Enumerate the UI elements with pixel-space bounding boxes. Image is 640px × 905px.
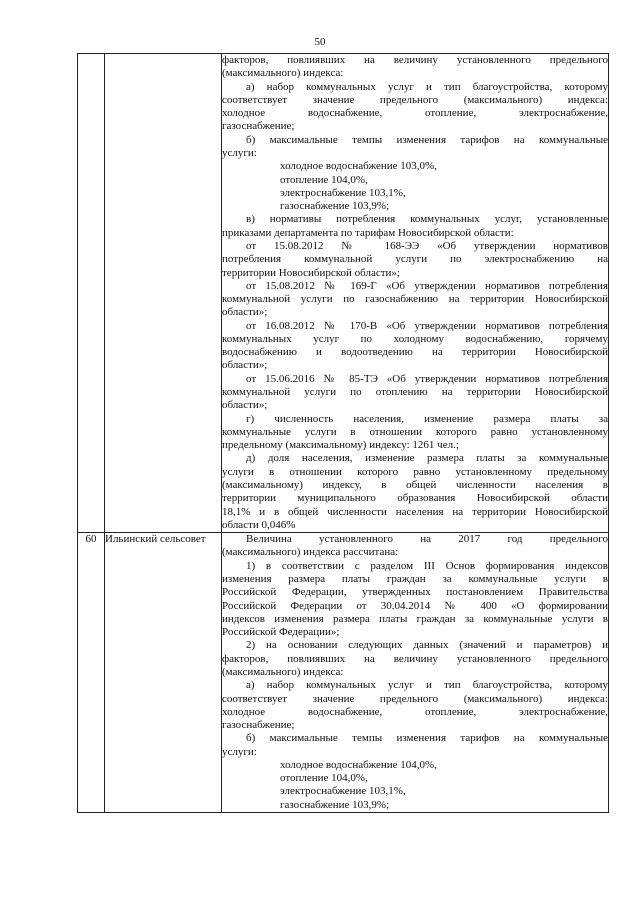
text-line: газоснабжение; xyxy=(222,120,295,133)
text-line: а) набор коммунальных услуг и тип благоустройства, которому xyxy=(246,679,608,692)
text-line: факторов, повлиявших на величину установленного предельного xyxy=(222,54,608,66)
row-number-cell xyxy=(78,54,105,533)
text-line: области 0,046% xyxy=(222,518,296,531)
text-line: 2) на основании следующих данных (значений и параметров) и xyxy=(246,639,608,652)
municipality-name-cell: Ильинский сельсовет xyxy=(105,533,222,813)
text-line: а) набор коммунальных услуг и тип благоустройства, которому xyxy=(246,80,608,93)
text-line: приказами департамента по тарифам Новосибирской области: xyxy=(222,226,514,239)
text-line: холодное водоснабжение 104,0%, xyxy=(280,758,437,771)
text-line: 18,1% и в общей численности населения на территории Новосибирской xyxy=(222,505,608,518)
text-line: области»; xyxy=(222,359,268,372)
text-line: услуги: xyxy=(222,146,257,159)
text-line: электроснабжение 103,1%, xyxy=(280,186,406,199)
municipality-name-cell xyxy=(105,54,222,533)
text-line: холодное водоснабжение, отопление, электроснабжение, xyxy=(222,705,608,718)
text-line: территории муниципального образования Новосибирской области xyxy=(222,492,608,505)
text-line: от 16.08.2012 № 170-В «Об утверждении нормативов потребления xyxy=(246,319,608,332)
text-line: изменения размера платы граждан за коммунальные услуги в xyxy=(222,572,608,585)
text-line: факторов, повлиявших на величину установленного предельного xyxy=(222,652,608,665)
text-line: соответствует значение предельного (максимального) индекса: xyxy=(222,692,608,705)
text-line: отопление 104,0%, xyxy=(280,772,368,785)
text-line: области»; xyxy=(222,306,268,319)
text-line: в) нормативы потребления коммунальных услуг, установленные xyxy=(246,213,608,226)
table-body xyxy=(78,54,609,813)
text-line: д) доля населения, изменение размера платы за коммунальные xyxy=(246,452,608,465)
text-line: отопление 104,0%, xyxy=(280,173,368,186)
tariff-index-table xyxy=(77,53,609,813)
text-line: холодное водоснабжение 103,0%, xyxy=(280,160,437,173)
table-row xyxy=(78,54,609,533)
text-line: газоснабжение 103,9%; xyxy=(280,200,390,213)
text-line: Российской Федерации, утвержденных постановлением Правительства xyxy=(222,586,608,599)
text-line: коммунальные услуги в отношении которого равно установленному xyxy=(222,425,608,438)
page-number: 50 xyxy=(314,36,326,48)
text-line: г) численность населения, изменение размера платы за xyxy=(246,412,608,425)
text-line: коммунальной услуги по отоплению на территории Новосибирской xyxy=(222,386,608,399)
text-line: (максимального) индекса: xyxy=(222,665,344,678)
text-line: от 15.06.2016 № 85-ТЭ «Об утверждении нормативов потребления xyxy=(246,372,608,385)
text-line: от 15.08.2012 № 169-Г «Об утверждении нормативов потребления xyxy=(246,279,608,292)
text-line: холодное водоснабжение, отопление, электроснабжение, xyxy=(222,107,608,120)
table-row xyxy=(78,533,609,813)
text-line: от 15.08.2012 № 168-ЭЭ «Об утверждении нормативов xyxy=(246,239,608,252)
text-line: электроснабжение 103,1%, xyxy=(280,785,406,798)
text-line: (максимального) индекса: xyxy=(222,67,344,80)
text-line: услуги в отношении которого равно установленному предельному xyxy=(222,465,608,478)
index-rationale-cell xyxy=(222,533,609,813)
text-line: 1) в соответствии с разделом III Основ формирования индексов xyxy=(246,559,608,572)
text-line: территории Новосибирской области»; xyxy=(222,266,400,279)
text-line: газоснабжение 103,9%; xyxy=(280,798,390,811)
index-rationale-cell xyxy=(222,54,609,533)
text-line: Величина установленного на 2017 год предельного xyxy=(246,533,608,546)
text-line: потребления коммунальной услуги по электроснабжению на xyxy=(222,253,608,266)
text-line: (максимальному) индексу, в общей численности населения в xyxy=(222,479,608,491)
text-line: коммунальной услуги по газоснабжению на территории Новосибирской xyxy=(222,293,608,306)
text-line: б) максимальные темпы изменения тарифов на коммунальные xyxy=(246,133,608,146)
text-line: б) максимальные темпы изменения тарифов на коммунальные xyxy=(246,732,608,745)
text-line: соответствует значение предельного (максимального) индекса: xyxy=(222,93,608,106)
text-line: Российской Федерации от 30.04.2014 № 400 «О формировании xyxy=(222,599,608,612)
text-line: Российской Федерации»; xyxy=(222,626,340,639)
text-line: коммунальных услуг по холодному водоснабжению, горячему xyxy=(222,332,608,345)
text-line: водоснабжению и водоотведению на территории Новосибирской xyxy=(222,346,608,359)
text-line: услуги: xyxy=(222,745,257,758)
text-line: области»; xyxy=(222,399,268,412)
text-line: (максимального) индекса рассчитана: xyxy=(222,546,399,559)
text-line: индексов изменения размера платы граждан за коммунальные услуги в xyxy=(222,612,608,625)
text-line: предельному (максимальному) индексу: 1261 чел.; xyxy=(222,439,459,452)
text-line: газоснабжение; xyxy=(222,719,295,732)
row-number-cell: 60 xyxy=(78,533,105,813)
